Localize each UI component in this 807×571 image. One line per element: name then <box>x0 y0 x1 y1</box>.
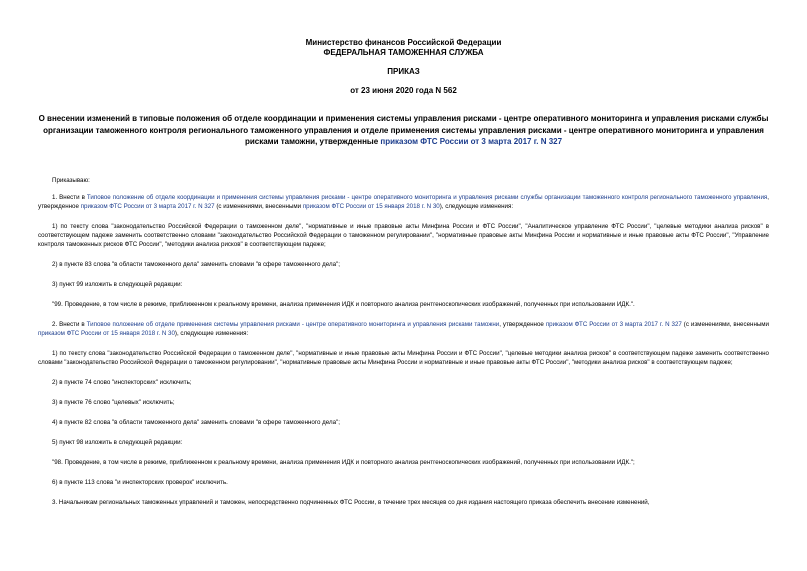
text: , утвержденное <box>38 194 769 210</box>
quote-98: "98. Проведение, в том числе в режиме, приближенном к реальному времени, анализа применения ИДК и повторного анализа рентгеноскопических изображений, полученных при использовании ИДК."; <box>52 459 635 466</box>
link-order-327[interactable]: приказом ФТС России от 3 марта 2017 г. N 327 <box>545 321 682 328</box>
link-order-327[interactable]: приказом ФТС России от 3 марта 2017 г. N 327 <box>80 203 215 210</box>
item-2-4: 4) в пункте 82 слова "в области таможенного дела" заменить словами "в сфере таможенного дела"; <box>52 419 340 426</box>
item-2-2: 2) в пункте 74 слово "инспекторских" исключить; <box>52 379 192 386</box>
link-order-30[interactable]: приказом ФТС России от 15 января 2018 г. N 30 <box>38 330 175 337</box>
text: (с изменениями, внесенными <box>681 321 770 328</box>
text: ), следующие изменения: <box>174 330 249 337</box>
item-2-5: 5) пункт 98 изложить в следующей редакции: <box>52 439 183 446</box>
item-2-3: 3) в пункте 76 слово "целевых" исключить; <box>52 399 175 406</box>
text: 2. Внести в <box>52 321 87 328</box>
paragraph-1 <box>38 193 769 211</box>
title-link[interactable]: приказом ФТС России от 3 марта 2017 г. N 327 <box>380 137 563 146</box>
link-order-30[interactable]: приказом ФТС России от 15 января 2018 г. N 30 <box>302 203 440 210</box>
text: 1. Внести в <box>52 194 87 201</box>
paragraph-2 <box>38 320 769 338</box>
quote-99: "99. Проведение, в том числе в режиме, приближенном к реальному времени, анализа применения ИДК и повторного анализа рентгеноскопических изображений, полученных при использовании ИДК.". <box>52 301 635 308</box>
document-body <box>38 176 769 507</box>
document-type: ПРИКАЗ <box>387 67 420 76</box>
item-1-1: 1) по тексту слова "законодательство Российской Федерации о таможенном деле", "нормативные и иные правовые акты Минфина России и ФТС России", "Аналитическое управление ФТС России", "целевые методики анализа рисков" в соответствующем падеже заменить соответственно словами "законодательство Российской Федерации о таможенном регулировании", "нормативные правовые акты Минфина России и нормативные и иные правовые акты ФТС России", "Управление контроля таможенных рисков ФТС России", "методики анализа рисков" в соответствующем падеже; <box>38 223 769 248</box>
document-date: от 23 июня 2020 года N 562 <box>350 86 457 95</box>
text: (с изменениями, внесенными <box>214 203 303 210</box>
item-2-6: 6) в пункте 113 слова "и инспекторских проверок" исключить. <box>52 479 228 486</box>
service-name: ФЕДЕРАЛЬНАЯ ТАМОЖЕННАЯ СЛУЖБА <box>323 48 484 57</box>
item-1-2: 2) в пункте 83 слова "в области таможенного дела" заменить словами "в сфере таможенного дела"; <box>52 261 340 268</box>
text: , утвержденное <box>499 321 546 328</box>
text: ), следующие изменения: <box>439 203 514 210</box>
link-typical-regulation-2[interactable]: Типовое положение об отделе применения системы управления рисками - центре оперативного мониторинга и управления рисками таможни <box>86 321 500 328</box>
paragraph-3: 3. Начальникам региональных таможенных управлений и таможен, непосредственно подчиненных ФТС России, в течение трех месяцев со дня издания настоящего приказа обеспечить внесение изменений, <box>52 499 650 506</box>
item-1-3: 3) пункт 99 изложить в следующей редакции: <box>52 281 183 288</box>
ministry-name: Министерство финансов Российской Федерации <box>305 38 502 47</box>
link-typical-regulation-1[interactable]: Типовое положение об отделе координации и применения системы управления рисками - центре оперативного мониторинга и управления рисками службы организации таможенного контроля регионального таможенного управления <box>86 194 768 201</box>
title-text: О внесении изменений в типовые положения об отделе координации и применения системы управления рисками - центре оперативного мониторинга и управления рисками службы организации таможенного контроля регионального таможенного управления и отделе применения системы управления рисками - центре оперативного мониторинга и управления рисками таможни, утвержденные <box>38 114 769 146</box>
item-2-1: 1) по тексту слова "законодательство Российской Федерации о таможенном деле", "нормативные и иные правовые акты Минфина России и ФТС России", "целевые методики анализа рисков" в соответствующем падеже заменить соответственно словами "законодательство Российской Федерации о таможенном регулировании", "нормативные правовые акты Минфина России и нормативные и иные правовые акты ФТС России", "методики анализа рисков" в соответствующем падеже; <box>38 350 769 366</box>
document-title <box>38 113 769 148</box>
intro: Приказываю: <box>52 177 90 184</box>
